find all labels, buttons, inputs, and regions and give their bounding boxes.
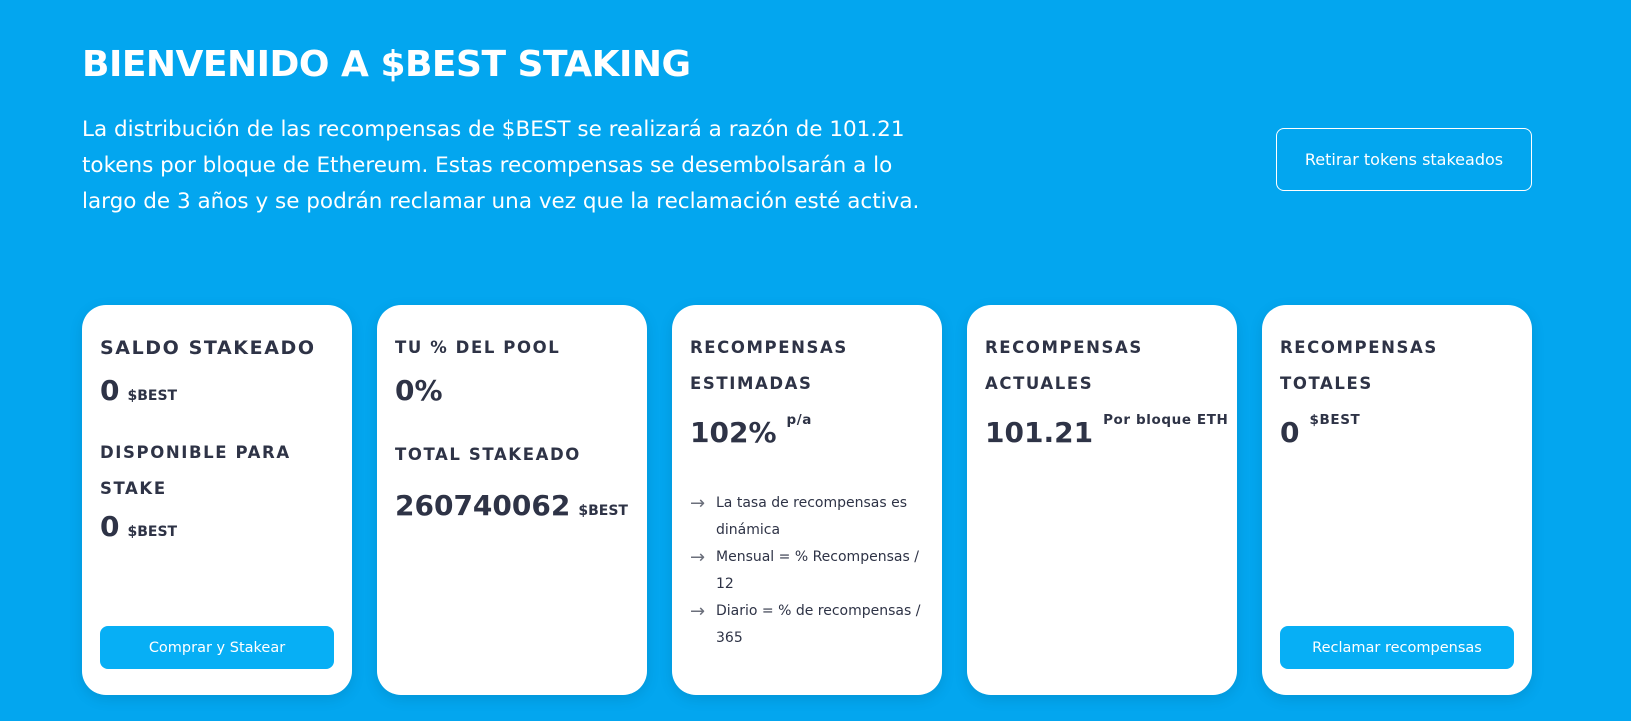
available-to-stake-amount: 0 — [100, 510, 120, 543]
total-staked-label: TOTAL STAKEADO — [395, 445, 581, 464]
claim-rewards-button[interactable]: Reclamar recompensas — [1280, 626, 1514, 669]
rewards-note-text: Diario = % de recompensas / 365 — [716, 603, 921, 646]
withdraw-staked-tokens-button[interactable]: Retirar tokens stakeados — [1276, 128, 1532, 191]
total-staked-amount: 260740062 — [395, 489, 571, 522]
total-rewards-label: RECOMPENSAS TOTALES — [1280, 338, 1438, 393]
current-rewards-amount: 101.21 — [985, 416, 1094, 449]
total-rewards-suffix: $BEST — [1309, 412, 1361, 428]
staked-balance-value — [100, 374, 177, 407]
pool-share-card — [377, 305, 647, 695]
total-staked-value — [395, 489, 628, 522]
pool-share-value — [395, 374, 443, 407]
estimated-rewards-amount: 102% — [690, 416, 777, 449]
total-staked-unit: $BEST — [578, 503, 628, 519]
current-rewards-suffix: Por bloque ETH — [1103, 412, 1229, 428]
rewards-note — [690, 598, 935, 652]
rewards-note — [690, 544, 935, 598]
pool-share-amount: 0% — [395, 374, 443, 407]
estimated-rewards-value — [690, 412, 812, 449]
page-title: BIENVENIDO A $BEST STAKING — [82, 44, 691, 85]
available-to-stake-label: DISPONIBLE PARA STAKE — [100, 443, 291, 498]
total-rewards-value — [1280, 412, 1360, 449]
total-rewards-amount: 0 — [1280, 416, 1300, 449]
current-rewards-card — [967, 305, 1237, 695]
staked-balance-unit: $BEST — [127, 388, 178, 404]
staked-balance-label: SALDO STAKEADO — [100, 337, 316, 359]
total-rewards-card — [1262, 305, 1532, 695]
rewards-note-text: La tasa de recompensas es dinámica — [716, 495, 908, 538]
intro-text: La distribución de las recompensas de $BEST se realizará a razón de 101.21 tokens por bloque de Ethereum. Estas recompensas se desembolsarán a lo largo de 3 años y se podrán reclamar una vez que la reclamación esté activa. — [82, 117, 920, 214]
current-rewards-value — [985, 412, 1228, 449]
buy-and-stake-button[interactable]: Comprar y Stakear — [100, 626, 334, 669]
estimated-rewards-card — [672, 305, 942, 695]
rewards-note — [690, 490, 935, 544]
estimated-rewards-label: RECOMPENSAS ESTIMADAS — [690, 338, 848, 393]
arrow-right-icon: → — [690, 547, 706, 568]
arrow-right-icon: → — [690, 601, 706, 622]
pool-share-label: TU % DEL POOL — [395, 338, 561, 357]
staked-balance-card — [82, 305, 352, 695]
available-to-stake-value — [100, 510, 177, 543]
staked-balance-amount: 0 — [100, 374, 120, 407]
arrow-right-icon: → — [690, 493, 706, 514]
rewards-notes-list — [690, 490, 935, 652]
rewards-note-text: Mensual = % Recompensas / 12 — [716, 549, 919, 592]
current-rewards-label: RECOMPENSAS ACTUALES — [985, 338, 1143, 393]
estimated-rewards-suffix: p/a — [786, 412, 813, 428]
available-to-stake-unit: $BEST — [127, 524, 178, 540]
